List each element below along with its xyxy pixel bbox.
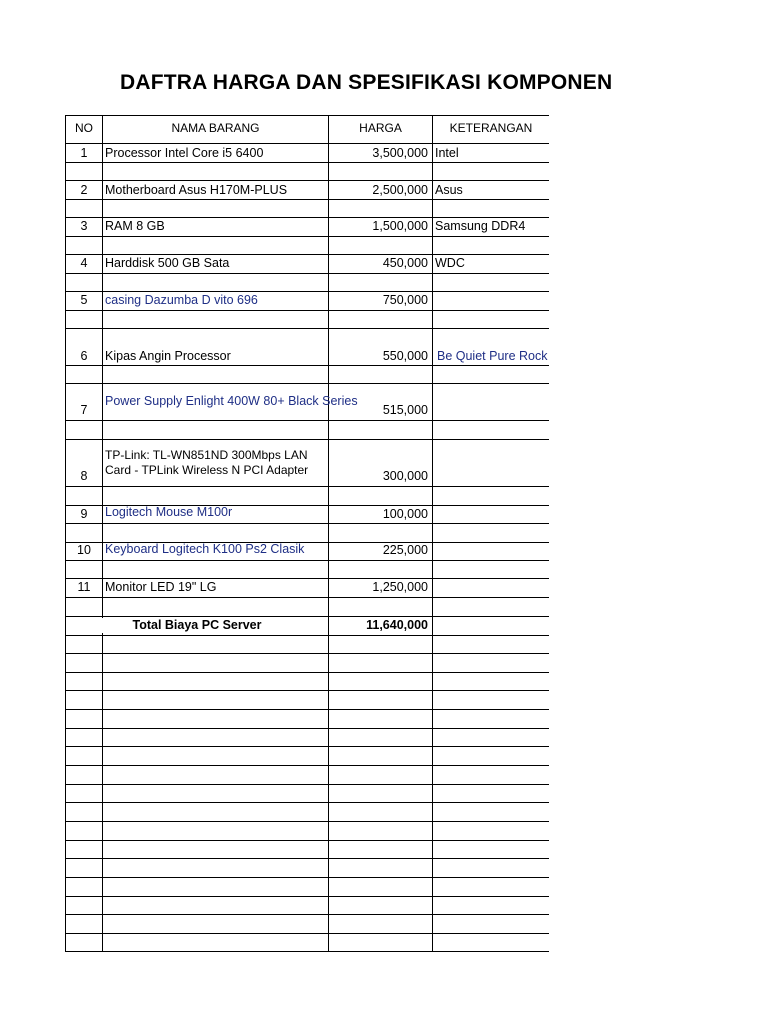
row-nama: Monitor LED 19" LG bbox=[105, 580, 217, 594]
row-harga: 750,000 bbox=[382, 293, 428, 307]
row-no: 8 bbox=[80, 469, 88, 483]
grid-line bbox=[65, 578, 549, 579]
row-no: 11 bbox=[77, 580, 91, 594]
row-harga: 100,000 bbox=[382, 507, 428, 521]
page-title: DAFTRA HARGA DAN SPESIFIKASI KOMPONEN bbox=[120, 71, 613, 94]
grid-line bbox=[65, 896, 549, 897]
grid-line bbox=[65, 420, 549, 421]
row-nama: Motherboard Asus H170M-PLUS bbox=[105, 183, 288, 197]
grid-line bbox=[65, 728, 549, 729]
grid-line bbox=[65, 328, 549, 329]
row-no: 10 bbox=[77, 543, 91, 557]
header-nama-barang: NAMA BARANG bbox=[171, 121, 260, 135]
grid-line bbox=[65, 486, 549, 487]
grid-line bbox=[65, 672, 549, 673]
row-harga: 225,000 bbox=[382, 543, 428, 557]
row-no: 9 bbox=[80, 507, 88, 521]
row-nama: casing Dazumba D vito 696 bbox=[105, 293, 258, 307]
header-no: NO bbox=[75, 121, 93, 135]
row-harga: 550,000 bbox=[382, 349, 428, 363]
row-keterangan: Samsung DDR4 bbox=[435, 219, 526, 233]
grid-line bbox=[65, 616, 549, 617]
grid-line bbox=[65, 291, 549, 292]
grid-line bbox=[65, 914, 549, 915]
row-no: 4 bbox=[80, 256, 88, 270]
row-harga: 515,000 bbox=[382, 403, 428, 417]
total-value: 11,640,000 bbox=[366, 618, 428, 632]
grid-line bbox=[65, 310, 549, 311]
grid-line bbox=[65, 199, 549, 200]
spreadsheet-table bbox=[65, 115, 549, 955]
row-nama: Power Supply Enlight 400W 80+ Black Series bbox=[105, 394, 358, 408]
header-harga: HARGA bbox=[359, 121, 402, 135]
grid-line bbox=[65, 217, 549, 218]
grid-line bbox=[65, 858, 549, 859]
row-no: 5 bbox=[80, 293, 88, 307]
row-harga: 1,500,000 bbox=[372, 219, 428, 233]
grid-line bbox=[65, 653, 549, 654]
grid-line bbox=[65, 709, 549, 710]
row-nama: Harddisk 500 GB Sata bbox=[105, 256, 230, 270]
row-no: 2 bbox=[80, 183, 88, 197]
grid-line bbox=[65, 365, 549, 366]
row-no: 7 bbox=[80, 403, 88, 417]
grid-line bbox=[65, 383, 549, 384]
grid-line bbox=[65, 746, 549, 747]
row-keterangan: WDC bbox=[435, 256, 465, 270]
grid-line bbox=[65, 180, 549, 181]
row-harga: 2,500,000 bbox=[372, 183, 428, 197]
row-no: 3 bbox=[80, 219, 88, 233]
grid-line bbox=[65, 951, 549, 952]
row-nama: RAM 8 GB bbox=[105, 219, 165, 233]
grid-line bbox=[65, 877, 549, 878]
header-keterangan: KETERANGAN bbox=[449, 121, 533, 135]
row-nama: Keyboard Logitech K100 Ps2 Clasik bbox=[105, 542, 305, 556]
grid-line bbox=[65, 802, 549, 803]
grid-line bbox=[65, 254, 549, 255]
grid-line bbox=[65, 635, 549, 636]
row-nama: Logitech Mouse M100r bbox=[105, 505, 233, 519]
row-no: 1 bbox=[80, 146, 88, 160]
grid-line bbox=[65, 143, 549, 144]
grid-line bbox=[65, 162, 549, 163]
row-harga: 3,500,000 bbox=[372, 146, 428, 160]
row-nama: Kipas Angin Processor bbox=[105, 349, 231, 363]
grid-line bbox=[65, 784, 549, 785]
row-no: 6 bbox=[80, 349, 88, 363]
grid-line bbox=[328, 115, 329, 952]
total-label: Total Biaya PC Server bbox=[66, 618, 328, 633]
grid-line bbox=[432, 115, 433, 952]
grid-line bbox=[65, 560, 549, 561]
grid-line bbox=[65, 597, 549, 598]
grid-line bbox=[65, 523, 549, 524]
grid-line bbox=[65, 690, 549, 691]
grid-line bbox=[65, 765, 549, 766]
row-keterangan: Intel bbox=[435, 146, 459, 160]
grid-line bbox=[65, 933, 549, 934]
grid-line bbox=[65, 840, 549, 841]
row-harga: 1,250,000 bbox=[372, 580, 428, 594]
grid-line bbox=[65, 236, 549, 237]
grid-line bbox=[65, 821, 549, 822]
row-keterangan: Be Quiet Pure Rock bbox=[437, 349, 548, 363]
row-keterangan: Asus bbox=[435, 183, 463, 197]
row-harga: 300,000 bbox=[382, 469, 428, 483]
grid-line bbox=[65, 439, 549, 440]
row-nama: TP-Link: TL-WN851ND 300Mbps LAN Card - TPLink Wireless N PCI Adapter bbox=[105, 448, 309, 477]
grid-line bbox=[65, 273, 549, 274]
row-harga: 450,000 bbox=[382, 256, 428, 270]
grid-line bbox=[65, 115, 66, 952]
grid-line bbox=[102, 115, 103, 952]
row-nama: Processor Intel Core i5 6400 bbox=[105, 146, 264, 160]
grid-line bbox=[65, 115, 549, 116]
